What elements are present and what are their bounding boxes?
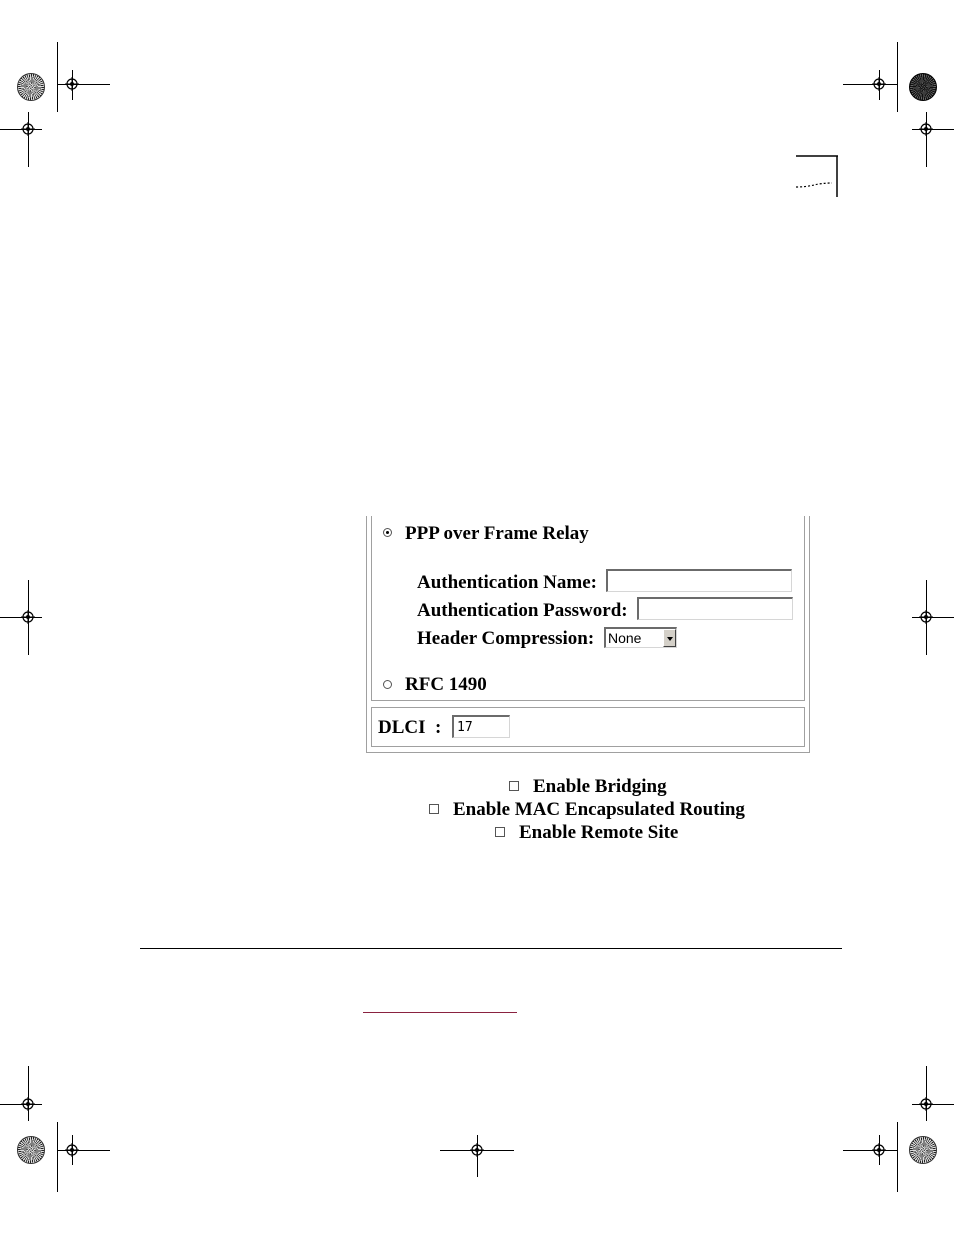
registration-target-icon [21,1097,35,1111]
header-compression-select[interactable] [604,627,677,648]
registration-target-icon [919,610,933,624]
crop-line [843,84,897,85]
ppp-over-frame-relay-label: PPP over Frame Relay [405,523,589,544]
dlci-input[interactable] [452,715,510,738]
registration-target-icon [919,1097,933,1111]
auth-password-input[interactable] [637,597,793,620]
rfc-1490-label: RFC 1490 [405,674,487,695]
crop-line [926,1066,927,1121]
enable-bridging-label: Enable Bridging [533,776,667,797]
ppp-over-frame-relay-radio[interactable] [383,528,392,537]
auth-name-input[interactable] [606,569,792,592]
rfc-1490-radio[interactable] [383,680,392,689]
enable-mac-routing-label: Enable MAC Encapsulated Routing [453,799,745,820]
auth-name-label: Authentication Name: [417,572,597,593]
color-rosette-icon [17,73,45,101]
registration-target-icon [470,1143,484,1157]
color-rosette-icon [909,73,937,101]
registration-target-icon [21,122,35,136]
registration-target-icon [919,122,933,136]
auth-password-label: Authentication Password: [417,600,628,621]
header-compression-value: None [608,630,642,646]
registration-target-icon [872,77,886,91]
divider [140,948,842,949]
crop-line [926,112,927,167]
crop-line [843,1150,897,1151]
chevron-down-icon[interactable] [663,629,676,647]
enable-mac-routing-checkbox[interactable] [429,804,439,814]
crop-line [28,112,29,167]
crop-line [57,42,58,112]
page-tab-marker-icon [796,155,838,197]
color-rosette-icon [17,1136,45,1164]
crop-line [897,1122,898,1192]
link-underline[interactable] [363,1012,517,1013]
enable-bridging-checkbox[interactable] [509,781,519,791]
color-rosette-icon [909,1136,937,1164]
enable-remote-site-label: Enable Remote Site [519,822,679,843]
dlci-label: DLCI : [378,717,442,738]
crop-line [57,1122,58,1192]
registration-target-icon [65,77,79,91]
registration-target-icon [65,1143,79,1157]
registration-target-icon [872,1143,886,1157]
enable-remote-site-checkbox[interactable] [495,827,505,837]
crop-line [897,42,898,112]
crop-line [28,1066,29,1121]
header-compression-label: Header Compression: [417,628,595,649]
registration-target-icon [21,610,35,624]
